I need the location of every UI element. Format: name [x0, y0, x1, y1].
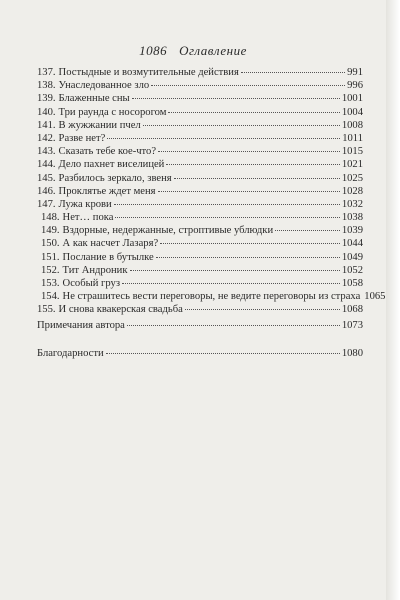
toc-entry-page: 1008: [341, 119, 363, 131]
toc-entry-title: И снова квакерская свадьба: [58, 304, 183, 316]
toc-leader-dots: [158, 182, 340, 192]
toc-leader-dots: [166, 155, 339, 165]
toc-entry-title: Постыдные и возмутительные действия: [58, 67, 239, 78]
toc-entry-page: 1038: [341, 212, 363, 224]
toc-entry: [37, 302, 363, 315]
toc-entry-title: Проклятье ждет меня: [58, 185, 156, 197]
toc-leader-dots: [114, 195, 340, 205]
toc-leader-dots: [151, 76, 345, 86]
toc-entry-title: Разбилось зеркало, звеня: [58, 172, 172, 184]
toc-leader-dots: [158, 142, 340, 152]
toc-entry-title: Нет… пока: [62, 212, 114, 224]
header-page-number: 1086: [139, 43, 168, 58]
toc-entry-title: Блаженные сны: [58, 93, 130, 105]
running-header: [0, 43, 386, 59]
toc-entry-number: 142.: [37, 132, 56, 144]
toc-leader-dots: [143, 116, 340, 126]
toc-entry-title: Дело пахнет виселицей: [58, 159, 165, 171]
toc-entry-number: 137.: [37, 67, 56, 78]
toc-entry-number: 149.: [41, 225, 60, 237]
header-title: Оглавление: [179, 43, 247, 58]
toc-entry-page: 1028: [341, 185, 363, 197]
toc-entry-page: 1039: [341, 225, 363, 237]
toc-leader-dots: [241, 63, 345, 73]
toc-leader-dots: [156, 248, 340, 258]
toc-entry-number: 152.: [41, 264, 60, 276]
toc-entry-page: 1032: [341, 198, 363, 210]
toc-entry-page: 1068: [341, 304, 363, 316]
toc-entry-page: 1065: [364, 291, 386, 303]
toc-entry-page: 1052: [341, 264, 363, 276]
toc-entry-thanks: [37, 346, 363, 359]
toc-extra-thanks: [37, 346, 363, 359]
toc-leader-dots: [168, 103, 339, 113]
toc-leader-dots: [106, 344, 340, 354]
toc-entry-number: 150.: [41, 238, 60, 250]
toc-entry-title: Послание в бутылке: [62, 251, 154, 263]
toc-leader-dots: [160, 234, 340, 244]
toc-entry-number: 141.: [37, 119, 56, 131]
toc-entry-number: 143.: [37, 146, 56, 158]
toc-entry-title: Разве нет?: [58, 132, 106, 144]
toc-entry-title: Благодарности: [37, 348, 104, 359]
toc-entry-number: 153.: [41, 278, 60, 289]
toc-entry-title: Вздорные, недержанные, строптивые ублюдки: [62, 225, 274, 237]
toc-entry-number: 155.: [37, 304, 56, 316]
toc-entry-page: 1058: [341, 278, 363, 289]
toc-entry-page: 1015: [341, 146, 363, 158]
toc-entry-number: 145.: [37, 172, 56, 184]
toc-entry-page: 1049: [341, 251, 363, 263]
toc-entry-number: 138.: [37, 80, 56, 92]
toc-entry-page: 1025: [341, 172, 363, 184]
toc-leader-dots: [174, 169, 340, 179]
toc-entry-page: 1080: [341, 348, 363, 359]
toc-entry-title: Не страшитесь вести переговоры, не ведите переговоры из страха: [62, 291, 361, 303]
toc-entry-number: 148.: [41, 212, 60, 224]
toc-entry-title: Три раунда с носорогом: [58, 106, 167, 118]
toc-entry-page: 1044: [341, 238, 363, 250]
toc-entry: [37, 276, 363, 289]
toc-entry-page: 1011: [342, 132, 363, 144]
toc-entry-title: Примечания автора: [37, 320, 125, 331]
toc-entry-title: Особый груз: [62, 278, 121, 289]
toc-leader-dots: [107, 129, 340, 139]
toc-entry-number: 144.: [37, 159, 56, 171]
toc-entry-page: 1073: [341, 320, 363, 331]
toc-leader-dots: [115, 208, 339, 218]
toc-leader-dots: [122, 274, 340, 284]
toc-entry-title: Лужа крови: [58, 198, 112, 210]
toc-entry-page: 1001: [341, 93, 363, 105]
toc-leader-dots: [132, 89, 340, 99]
toc-entry-title: В жужжании пчел: [58, 119, 141, 131]
toc-entry-title: А как насчет Лазаря?: [62, 238, 159, 250]
toc-entry-page: 991: [347, 67, 363, 78]
toc-entry-number: 139.: [37, 93, 56, 105]
toc-entry-number: 140.: [37, 106, 56, 118]
toc-entry-number: 151.: [41, 251, 60, 263]
toc-entry-number: 154.: [41, 291, 60, 303]
toc-entry-number: 147.: [37, 198, 56, 210]
page-edge: [386, 0, 400, 600]
toc-entry-notes: [37, 318, 363, 331]
toc-leader-dots: [275, 221, 340, 231]
toc-leader-dots: [130, 261, 340, 271]
toc-entry-number: 146.: [37, 185, 56, 197]
toc-entry-page: 996: [347, 80, 363, 92]
toc-entry-title: Унаследованное зло: [58, 80, 150, 92]
toc-extra-notes: [37, 318, 363, 331]
toc-leader-dots: [185, 300, 340, 310]
toc-list: [37, 65, 386, 316]
toc-leader-dots: [127, 316, 340, 326]
toc-entry-title: Тит Андроник: [62, 264, 128, 276]
toc-entry-page: 1004: [341, 106, 363, 118]
toc-entry-page: 1021: [341, 159, 363, 171]
toc-entry-title: Сказать тебе кое-что?: [58, 146, 157, 158]
